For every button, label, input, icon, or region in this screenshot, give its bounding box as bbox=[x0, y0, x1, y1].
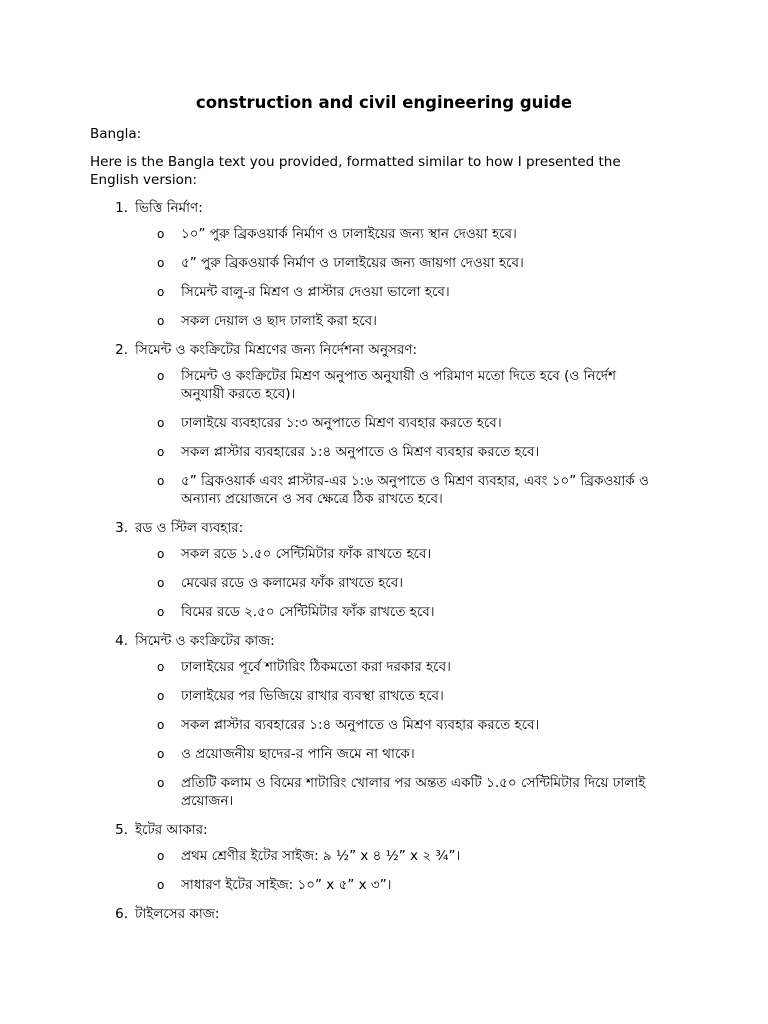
sub-list-item bbox=[157, 745, 650, 763]
bullet-icon: o bbox=[157, 605, 165, 619]
sub-list-item-text: প্রথম শ্রেণীর ইটের সাইজ: ৯ ½” x ৪ ½” x ২ ¾”। bbox=[181, 848, 461, 864]
section-number: 5. bbox=[115, 822, 128, 838]
bullet-icon: o bbox=[157, 747, 165, 761]
bullet-icon: o bbox=[157, 445, 165, 459]
bullet-icon: o bbox=[157, 689, 165, 703]
sub-list bbox=[90, 225, 650, 330]
sub-list-item bbox=[157, 443, 650, 461]
section-number: 2. bbox=[115, 342, 128, 358]
sub-list-item bbox=[157, 254, 650, 272]
sub-list-item bbox=[157, 847, 650, 865]
bullet-icon: o bbox=[157, 660, 165, 674]
sub-list-item-text: বিমের রডে ২.৫০ সেন্টিমিটার ফাঁক রাখতে হবে। bbox=[181, 604, 435, 620]
list-item bbox=[90, 821, 650, 894]
list-item bbox=[90, 199, 650, 330]
list-item bbox=[90, 632, 650, 810]
bullet-icon: o bbox=[157, 256, 165, 270]
section-heading bbox=[90, 199, 650, 217]
sub-list-item-text: সিমেন্ট ও কংক্রিটের মিশ্রণ অনুপাত অনুযায়ী ও পরিমাণ মতো দিতে হবে (ও নির্দেশ অনুযায়ী করতে হবে)। bbox=[181, 368, 617, 402]
sub-list-item-text: সকল রডে ১.৫০ সেন্টিমিটার ফাঁক রাখতে হবে। bbox=[181, 546, 432, 562]
section-heading bbox=[90, 519, 650, 537]
sub-list-item bbox=[157, 414, 650, 432]
list-item bbox=[90, 519, 650, 621]
list-item bbox=[90, 905, 650, 923]
sub-list bbox=[90, 847, 650, 894]
section-heading-text: টাইলসের কাজ: bbox=[135, 906, 220, 922]
bullet-icon: o bbox=[157, 718, 165, 732]
section-number: 4. bbox=[115, 633, 128, 649]
sub-list-item-text: সকল প্লাস্টার ব্যবহারের ১:৪ অনুপাতে ও মিশ্রণ ব্যবহার করতে হবে। bbox=[181, 717, 540, 733]
sub-list-item bbox=[157, 545, 650, 563]
bullet-icon: o bbox=[157, 227, 165, 241]
sub-list-item-text: সাধারণ ইটের সাইজ: ১০” x ৫” x ৩”। bbox=[181, 877, 392, 893]
section-heading bbox=[90, 632, 650, 650]
sub-list-item bbox=[157, 774, 650, 810]
document-body bbox=[90, 125, 650, 931]
intro-paragraph: Here is the Bangla text you provided, formatted similar to how I presented the English version: bbox=[90, 154, 621, 188]
list-item bbox=[90, 341, 650, 508]
sub-list-item-text: মেঝের রডে ও কলামের ফাঁক রাখতে হবে। bbox=[181, 575, 404, 591]
bullet-icon: o bbox=[157, 285, 165, 299]
section-heading-text: সিমেন্ট ও কংক্রিটের মিশ্রণের জন্য নির্দেশনা অনুসরণ: bbox=[135, 342, 418, 358]
sub-list bbox=[90, 545, 650, 621]
sub-list-item-text: ঢালাইয়ের পূর্বে শাটারিং ঠিকমতো করা দরকার হবে। bbox=[181, 659, 451, 675]
sub-list-item bbox=[157, 472, 650, 508]
sub-list bbox=[90, 367, 650, 508]
sub-list-item bbox=[157, 367, 650, 403]
sub-list-item-text: সকল দেয়াল ও ছাদ ঢালাই করা হবে। bbox=[181, 313, 377, 329]
bangla-label: Bangla: bbox=[90, 126, 142, 142]
bullet-icon: o bbox=[157, 878, 165, 892]
section-heading-text: ইটের আকার: bbox=[135, 822, 208, 838]
sub-list-item bbox=[157, 603, 650, 621]
section-heading-text: রড ও স্টিল ব্যবহার: bbox=[135, 520, 244, 536]
bullet-icon: o bbox=[157, 416, 165, 430]
section-number: 3. bbox=[115, 520, 128, 536]
bullet-icon: o bbox=[157, 369, 165, 383]
section-list bbox=[90, 199, 650, 923]
sub-list bbox=[90, 658, 650, 810]
sub-list-item-text: ঢালাইয়ের পর ভিজিয়ে রাখার ব্যবস্থা রাখতে হবে। bbox=[181, 688, 444, 704]
bullet-icon: o bbox=[157, 547, 165, 561]
sub-list-item bbox=[157, 312, 650, 330]
section-heading bbox=[90, 821, 650, 839]
sub-list-item bbox=[157, 225, 650, 243]
sub-list-item-text: ১০” পুরু ব্রিকওয়ার্ক নির্মাণ ও ঢালাইয়ের জন্য স্থান দেওয়া হবে। bbox=[181, 226, 517, 242]
bullet-icon: o bbox=[157, 314, 165, 328]
sub-list-item-text: সকল প্লাস্টার ব্যবহারের ১:৪ অনুপাতে ও মিশ্রণ ব্যবহার করতে হবে। bbox=[181, 444, 540, 460]
sub-list-item bbox=[157, 687, 650, 705]
section-heading bbox=[90, 341, 650, 359]
section-heading-text: সিমেন্ট ও কংক্রিটের কাজ: bbox=[135, 633, 275, 649]
sub-list-item-text: ৫” ব্রিকওয়ার্ক এবং প্লাস্টার-এর ১:৬ অনুপাতে ও মিশ্রণ ব্যবহার, এবং ১০” ব্রিকওয়ার্ক ও অন্যান্য প্রয়োজনে ও সব ক্ষেত্রে ঠিক রাখতে হবে। bbox=[181, 473, 649, 507]
bullet-icon: o bbox=[157, 474, 165, 488]
bullet-icon: o bbox=[157, 849, 165, 863]
sub-list-item-text: প্রতিটি কলাম ও বিমের শাটারিং খোলার পর অন্তত একটি ১.৫০ সেন্টিমিটার দিয়ে ঢালাই প্রয়োজন। bbox=[181, 775, 646, 809]
bullet-icon: o bbox=[157, 776, 165, 790]
sub-list-item bbox=[157, 574, 650, 592]
sub-list-item bbox=[157, 283, 650, 301]
section-number: 1. bbox=[115, 200, 128, 216]
document-title: construction and civil engineering guide bbox=[195, 93, 573, 112]
sub-list-item bbox=[157, 876, 650, 894]
sub-list-item-text: ও প্রয়োজনীয় ছাদের-র পানি জমে না থাকে। bbox=[181, 746, 415, 762]
sub-list-item-text: ৫” পুরু ব্রিকওয়ার্ক নির্মাণ ও ঢালাইয়ের জন্য জায়গা দেওয়া হবে। bbox=[181, 255, 524, 271]
sub-list-item bbox=[157, 716, 650, 734]
sub-list-item-text: সিমেন্ট বালু-র মিশ্রণ ও প্লাস্টার দেওয়া ভালো হবে। bbox=[181, 284, 450, 300]
section-number: 6. bbox=[115, 906, 128, 922]
section-heading-text: ভিত্তি নির্মাণ: bbox=[135, 200, 203, 216]
sub-list-item-text: ঢালাইয়ে ব্যবহারের ১:৩ অনুপাতে মিশ্রণ ব্যবহার করতে হবে। bbox=[181, 415, 502, 431]
sub-list-item bbox=[157, 658, 650, 676]
section-heading bbox=[90, 905, 650, 923]
bullet-icon: o bbox=[157, 576, 165, 590]
